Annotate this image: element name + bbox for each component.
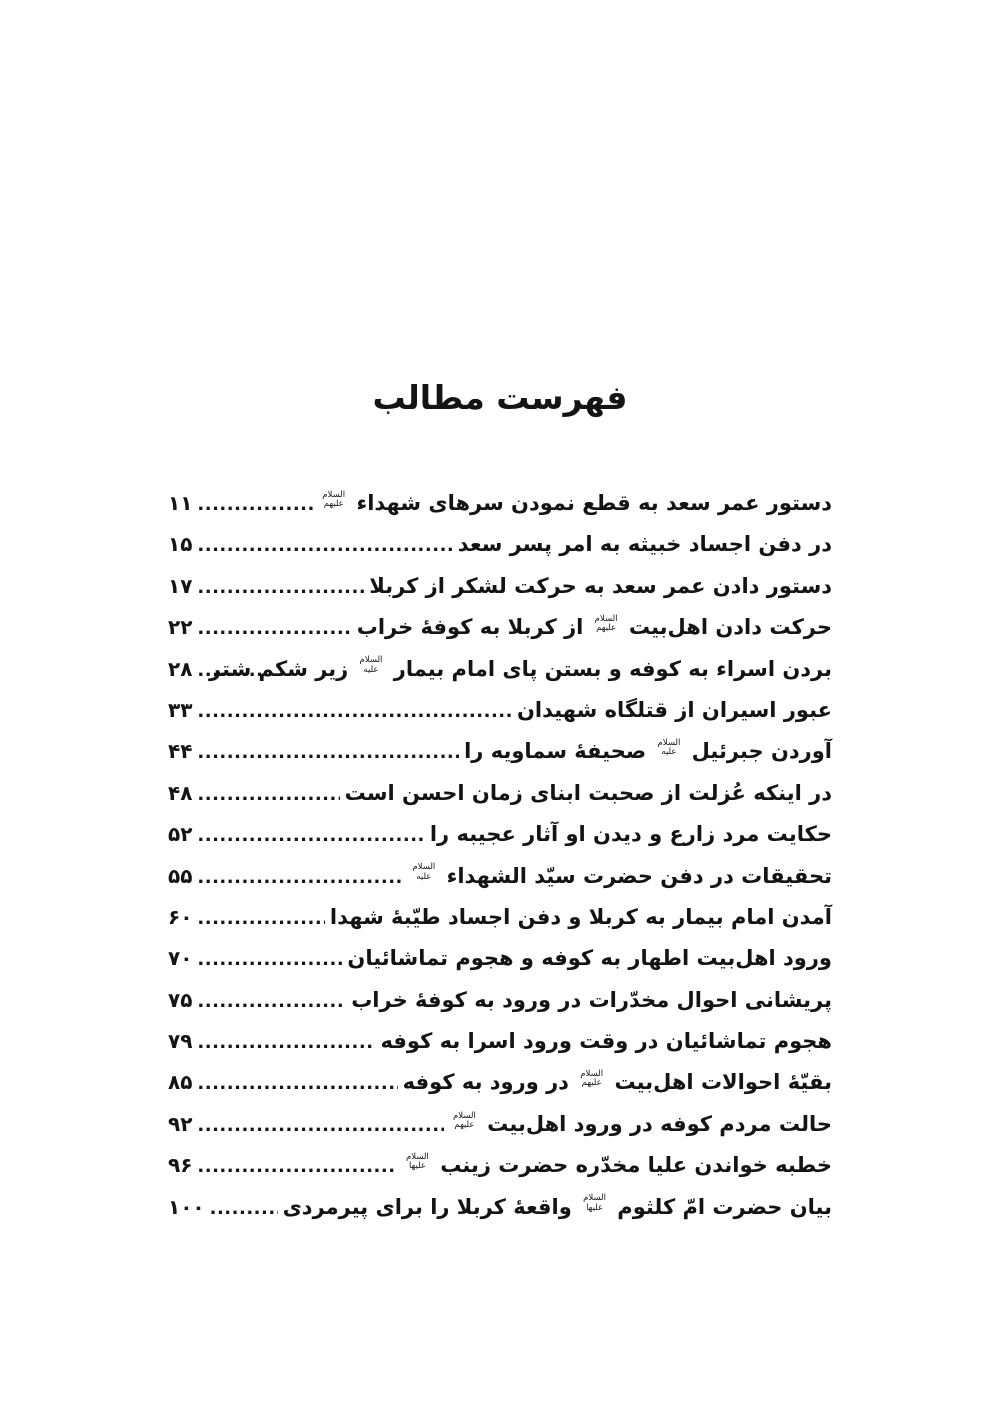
honorific-top: السلام bbox=[580, 1069, 604, 1080]
honorific-bottom: علیهم bbox=[581, 1078, 602, 1089]
honorific-bottom: علیهم bbox=[454, 1119, 475, 1130]
honorific-top: السلام bbox=[452, 1110, 476, 1121]
entry-title: عبور اسیران از قتلگاه شهیدان bbox=[516, 697, 832, 722]
toc-entry bbox=[168, 1153, 832, 1194]
honorific-mark bbox=[406, 1153, 429, 1171]
entry-page-number: ۵۵ bbox=[168, 863, 193, 888]
honorific-top: السلام bbox=[406, 1152, 429, 1163]
toc-entry bbox=[168, 988, 832, 1029]
dots-leader bbox=[197, 825, 424, 846]
entry-title-wrap bbox=[345, 781, 832, 805]
entry-page-number: ۷۹ bbox=[168, 1029, 193, 1054]
toc-list bbox=[168, 491, 832, 1236]
entry-page-number: ۳۳ bbox=[168, 697, 193, 722]
dots-leader bbox=[197, 742, 459, 763]
page-title: فهرست مطالب bbox=[372, 378, 628, 417]
entry-title-wrap bbox=[430, 822, 832, 846]
entry-title-wrap bbox=[347, 946, 832, 970]
entry-title: آوردن جبرئیل bbox=[691, 739, 832, 764]
dots-leader bbox=[197, 1115, 444, 1136]
dots-leader bbox=[197, 1073, 397, 1094]
toc-entry bbox=[168, 657, 832, 698]
entry-title: ورود اهل‌بیت اطهار به کوفه و هجوم تماشائیان bbox=[347, 946, 832, 971]
entry-title-after: واقعهٔ کربلا را برای پیرمردی bbox=[282, 1194, 572, 1219]
dots-leader bbox=[197, 577, 364, 598]
toc-entry bbox=[168, 1112, 832, 1153]
honorific-top: السلام bbox=[359, 655, 383, 666]
entry-title: دستور عمر سعد به قطع نمودن سرهای شهداء bbox=[356, 491, 832, 515]
toc-entry bbox=[168, 1195, 832, 1236]
honorific-top: السلام bbox=[322, 489, 346, 500]
entry-page-number: ۹۲ bbox=[168, 1111, 193, 1136]
entry-title-wrap bbox=[318, 491, 832, 515]
entry-title: پریشانی احوال مخدّرات در ورود به کوفهٔ خراب bbox=[351, 987, 832, 1012]
entry-page-number: ۴۸ bbox=[168, 780, 193, 805]
honorific-mark bbox=[322, 491, 345, 509]
honorific-mark bbox=[412, 863, 435, 881]
dots-leader bbox=[197, 535, 452, 556]
entry-title-wrap bbox=[449, 1112, 832, 1136]
entry-page-number: ۷۰ bbox=[168, 946, 193, 971]
honorific-top: السلام bbox=[412, 862, 436, 873]
entry-title-wrap bbox=[517, 698, 832, 722]
entry-page-number: ۱۱ bbox=[168, 491, 193, 515]
dots-leader bbox=[197, 991, 346, 1012]
honorific-mark bbox=[453, 1112, 476, 1130]
toc-entry bbox=[168, 615, 832, 656]
dots-leader bbox=[210, 1198, 278, 1219]
dots-leader bbox=[197, 908, 324, 929]
entry-page-number: ۷۵ bbox=[168, 987, 193, 1012]
entry-title: بقیّهٔ احوالات اهل‌بیت bbox=[614, 1070, 832, 1095]
entry-title-wrap bbox=[403, 1070, 832, 1094]
honorific-top: السلام bbox=[594, 614, 618, 624]
honorific-top: السلام bbox=[583, 1193, 606, 1204]
honorific-mark bbox=[360, 656, 383, 674]
toc-entry bbox=[168, 946, 832, 987]
dots-leader bbox=[197, 867, 403, 888]
entry-title-after: از کربلا به کوفهٔ خراب bbox=[356, 615, 584, 640]
entry-title: حرکت دادن اهل‌بیت bbox=[628, 615, 832, 640]
dots-leader bbox=[197, 1032, 375, 1053]
honorific-bottom: علیه bbox=[416, 871, 432, 882]
entry-title: تحقیقات در دفن حضرت سیّد الشهداء bbox=[446, 863, 832, 888]
toc-entry bbox=[168, 1029, 832, 1070]
entry-page-number: ۵۲ bbox=[168, 822, 193, 847]
entry-page-number: ۲۸ bbox=[168, 656, 193, 681]
entry-page-number: ۱۵ bbox=[168, 532, 193, 557]
entry-title: خطبه خواندن علیا مخدّره حضرت زینب bbox=[440, 1153, 832, 1178]
honorific-mark bbox=[580, 1070, 603, 1088]
toc-entry bbox=[168, 698, 832, 739]
entry-title: هجوم تماشائیان در وقت ورود اسرا به کوفه bbox=[380, 1029, 832, 1054]
toc-entry bbox=[168, 864, 832, 905]
entry-title: در اینکه عُزلت از صحبت ابنای زمان احسن است bbox=[344, 780, 832, 805]
entry-title-after: زیر شکم شتر bbox=[208, 656, 349, 681]
honorific-top: السلام bbox=[657, 738, 681, 749]
dots-leader bbox=[197, 949, 342, 970]
entry-title-wrap bbox=[283, 1195, 832, 1219]
honorific-bottom: علیهم bbox=[596, 623, 617, 634]
entry-page-number: ۱۷ bbox=[168, 573, 193, 598]
dots-leader bbox=[197, 701, 512, 722]
entry-title-wrap bbox=[380, 1029, 832, 1053]
entry-title-wrap bbox=[369, 574, 832, 598]
entry-title: آمدن امام بیمار به کربلا و دفن اجساد طیّبهٔ شهدا bbox=[329, 904, 832, 929]
entry-title: بیان حضرت امّ کلثوم bbox=[617, 1194, 832, 1219]
dots-leader bbox=[197, 660, 267, 681]
entry-title-wrap bbox=[402, 1153, 832, 1177]
entry-page-number: ۱۰۰ bbox=[168, 1194, 205, 1219]
honorific-bottom: علیها bbox=[408, 1161, 426, 1172]
honorific-bottom: علیها bbox=[586, 1202, 604, 1213]
entry-page-number: ۹۶ bbox=[168, 1153, 193, 1178]
entry-title-wrap bbox=[351, 988, 832, 1012]
dots-leader bbox=[197, 494, 313, 515]
entry-page-number: ۶۰ bbox=[168, 904, 193, 929]
entry-title-wrap bbox=[357, 615, 832, 639]
honorific-bottom: علیه bbox=[363, 664, 379, 675]
entry-title-wrap bbox=[330, 905, 832, 929]
honorific-bottom: علیهم bbox=[323, 499, 344, 509]
entry-title-wrap bbox=[464, 739, 832, 763]
honorific-mark bbox=[595, 615, 618, 633]
toc-entry bbox=[168, 1070, 832, 1111]
toc-entry bbox=[168, 574, 832, 615]
entry-title-after: در ورود به کوفه bbox=[402, 1070, 569, 1095]
honorific-bottom: علیه bbox=[661, 747, 677, 758]
toc-entry bbox=[168, 532, 832, 573]
entry-title-after: صحیفهٔ سماویه را bbox=[464, 739, 647, 764]
honorific-mark bbox=[657, 739, 680, 757]
entry-page-number: ۲۲ bbox=[168, 615, 193, 640]
entry-title: حالت مردم کوفه در ورود اهل‌بیت bbox=[487, 1111, 832, 1136]
entry-title: دستور دادن عمر سعد به حرکت لشکر از کربلا bbox=[369, 573, 832, 598]
toc-entry bbox=[168, 739, 832, 780]
honorific-mark bbox=[583, 1194, 606, 1212]
toc-entry bbox=[168, 822, 832, 863]
entry-title: حکایت مرد زارع و دیدن او آثار عجیبه را bbox=[429, 822, 832, 847]
toc-entry bbox=[168, 905, 832, 946]
toc-entry bbox=[168, 491, 832, 532]
entry-title: در دفن اجساد خبیثه به امر پسر سعد bbox=[457, 532, 832, 557]
entry-page-number: ۴۴ bbox=[168, 739, 193, 764]
entry-page-number: ۸۵ bbox=[168, 1070, 193, 1095]
dots-leader bbox=[197, 1156, 397, 1177]
dots-leader bbox=[197, 784, 339, 805]
entry-title: بردن اسراء به کوفه و بستن پای امام بیمار bbox=[393, 656, 832, 681]
entry-title-wrap bbox=[208, 655, 832, 681]
entry-title-wrap bbox=[408, 864, 832, 888]
dots-leader bbox=[197, 618, 351, 639]
toc-entry bbox=[168, 781, 832, 822]
entry-title-wrap bbox=[458, 532, 832, 556]
